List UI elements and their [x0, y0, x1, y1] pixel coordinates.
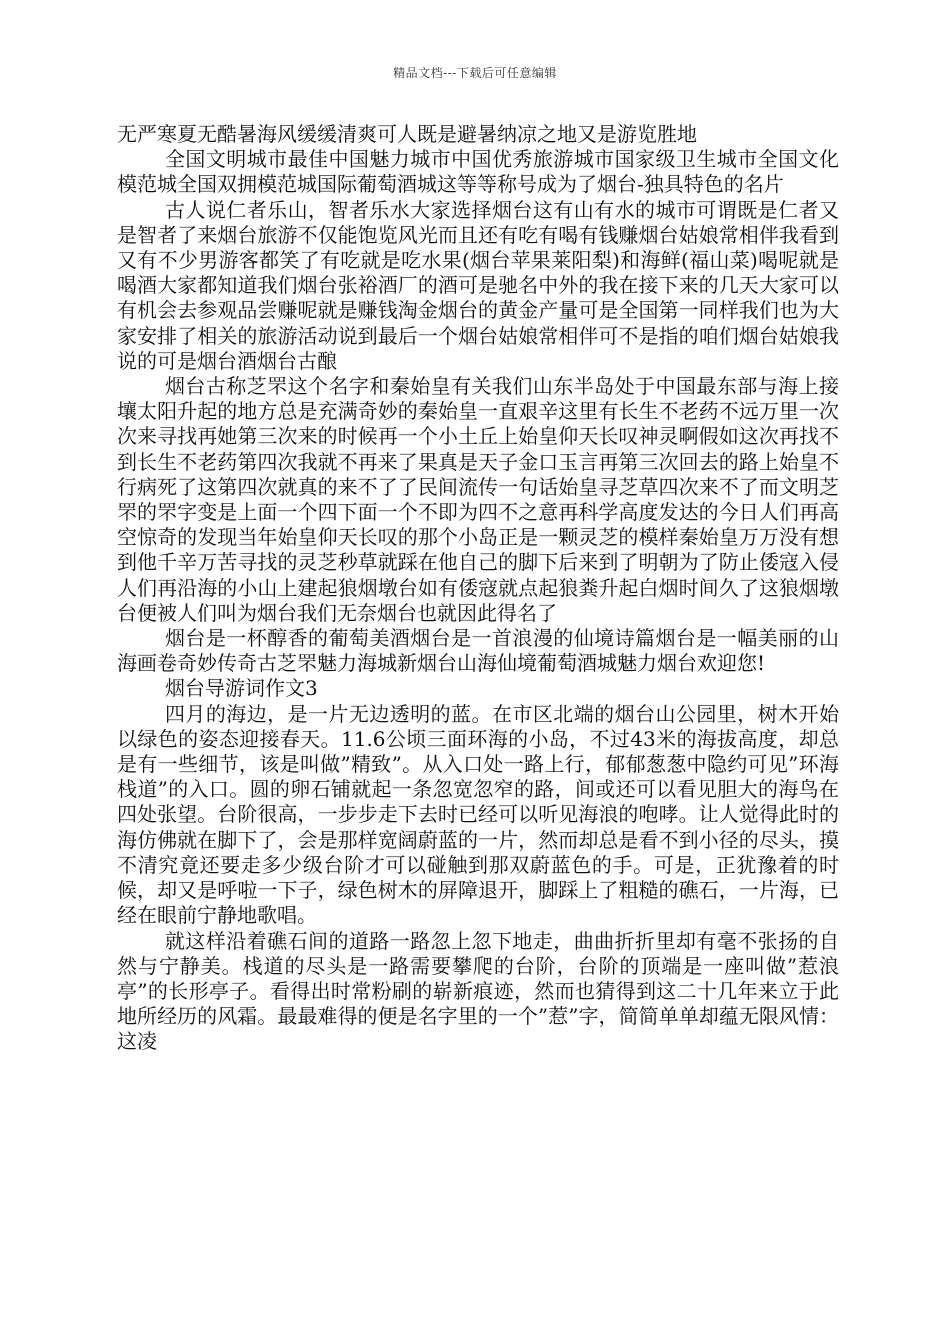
paragraph-2: 全国文明城市最佳中国魅力城市中国优秀旅游城市国家级卫生城市全国文化模范城全国双拥模范城国际葡萄酒城这等等称号成为了烟台-独具特色的名片 [117, 147, 839, 197]
paragraph-6: 四月的海边，是一片无边透明的蓝。在市区北端的烟台山公园里，树木开始以绿色的姿态迎接春天。11.6公顷三面环海的小岛，不过43米的海拔高度，却总是有一些细节，该是叫做”精致”。从入口处一路上行，郁郁葱葱中隐约可见”环海栈道”的入口。圆的卵石铺就起一条忽宽忽窄的路，间或还可以看见胆大的海鸟在四处张望。台阶很高，一步步走下去时已经可以听见海浪的咆哮。让人觉得此时的海仿佛就在脚下了，会是那样宽阔蔚蓝的一片，然而却总是看不到小径的尽头，摸不清究竟还要走多少级台阶才可以碰触到那双蔚蓝色的手。可是，正犹豫着的时候，却又是呼啦一下子，绿色树木的屏障退开，脚踩上了粗糙的礁石，一片海，已经在眼前宁静地歌唱。 [117, 701, 839, 928]
section-heading: 烟台导游词作文3 [165, 676, 318, 701]
page-header: 精品文档---下载后可任意编辑 [393, 66, 557, 80]
paragraph-1: 无严寒夏无酷暑海风缓缓清爽可人既是避暑纳凉之地又是游览胜地 [117, 122, 697, 146]
paragraph-5: 烟台是一杯醇香的葡萄美酒烟台是一首浪漫的仙境诗篇烟台是一幅美丽的山海画卷奇妙传奇古芝罘魅力海城新烟台山海仙境葡萄酒城魅力烟台欢迎您! [117, 626, 839, 676]
paragraph-4: 烟台古称芝罘这个名字和秦始皇有关我们山东半岛处于中国最东部与海上接壤太阳升起的地方总是充满奇妙的秦始皇一直艰辛这里有长生不老药不远万里一次次来寻找再她第三次来的时候再一个小土丘上始皇仰天长叹神灵啊假如这次再找不到长生不老药第四次我就不再来了果真是天子金口玉言再第三次回去的路上始皇不行病死了这第四次就真的来不了了民间流传一句话始皇寻芝草四次来不了而文明芝罘的罘字变是上面一个四下面一个不即为四不之意再科学高度发达的今日人们再高空惊奇的发现当年始皇仰天长叹的那个小岛正是一颗灵芝的模样秦始皇万万没有想到他千辛万苦寻找的灵芝秒草就踩在他自己的脚下后来到了明朝为了防止倭寇入侵人们再沿海的小山上建起狼烟墩台如有倭寇就点起狼粪升起白烟时间久了这狼烟墩台便被人们叫为烟台我们无奈烟台也就因此得名了 [117, 374, 839, 625]
paragraph-3: 古人说仁者乐山，智者乐水大家选择烟台这有山有水的城市可谓既是仁者又是智者了来烟台旅游不仅能饱览风光而且还有吃有喝有钱赚烟台姑娘常相伴我看到又有不少男游客都笑了有吃就是吃水果(烟台苹果莱阳梨)和海鲜(福山菜)喝呢就是喝酒大家都知道我们烟台张裕酒厂的酒可是驰名中外的我在接下来的几天大家可以有机会去参观品尝赚呢就是赚钱淘金烟台的黄金产量可是全国第一同样我们也为大家安排了相关的旅游活动说到最后一个烟台姑娘常相伴可不是指的咱们烟台姑娘我说的可是烟台酒烟台古酿 [117, 197, 839, 373]
document-body [117, 122, 839, 1055]
paragraph-7: 就这样沿着礁石间的道路一路忽上忽下地走，曲曲折折里却有毫不张扬的自然与宁静美。栈道的尽头是一路需要攀爬的台阶，台阶的顶端是一座叫做”惹浪亭”的长形亭子。看得出时常粉刷的崭新痕迹，然而也猜得到这二十几年来立于此地所经历的风霜。最最难得的便是名字里的一个”惹”字，简简单单却蕴无限风情：这凌 [117, 928, 839, 1054]
